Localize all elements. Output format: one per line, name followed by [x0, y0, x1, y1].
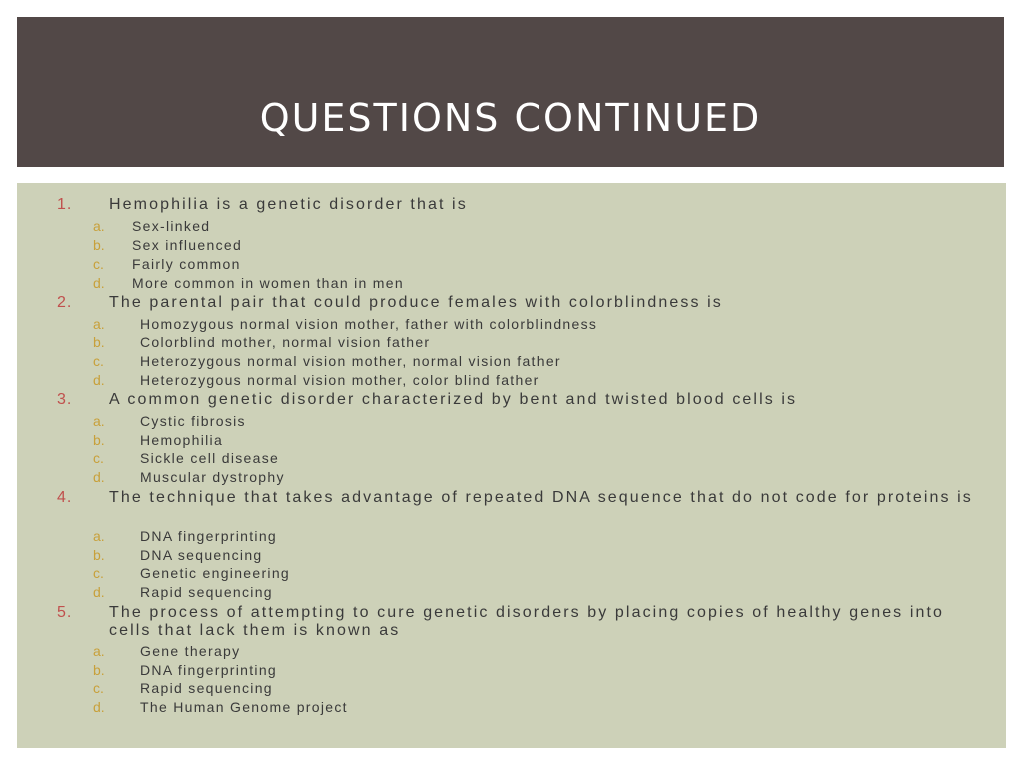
question-number: 3. [57, 391, 73, 408]
option-letter: d. [93, 372, 105, 388]
option-letter: a. [93, 643, 105, 659]
title-bar [17, 17, 1004, 167]
question-text: The technique that takes advantage of repeated DNA sequence that do not code for proteins is [109, 489, 973, 506]
question-number: 5. [57, 604, 73, 621]
option-letter: b. [93, 662, 105, 678]
question-text: Hemophilia is a genetic disorder that is [109, 196, 468, 213]
option-letter: b. [93, 547, 105, 563]
option-letter: a. [93, 528, 105, 544]
option-text: Sickle cell disease [140, 450, 280, 466]
option-text: DNA fingerprinting [140, 662, 278, 678]
option-text: Sex-linked [132, 218, 211, 234]
question-text: A common genetic disorder characterized by bent and twisted blood cells is [109, 391, 798, 408]
question-text: The process of attempting to cure genetic disorders by placing copies of healthy genes into cells that lack them is known as [109, 604, 945, 639]
option-letter: a. [93, 316, 105, 332]
option-text: More common in women than in men [132, 275, 404, 291]
option-text: Heterozygous normal vision mother, normal vision father [140, 353, 561, 369]
option-text: Heterozygous normal vision mother, color blind father [140, 372, 540, 388]
slide-title: QUESTIONS CONTINUED [259, 96, 762, 140]
option-text: Sex influenced [132, 237, 243, 253]
option-text: Fairly common [132, 256, 241, 272]
option-letter: d. [93, 275, 105, 291]
option-letter: c. [93, 353, 104, 369]
option-text: Rapid sequencing [140, 680, 273, 696]
option-text: Colorblind mother, normal vision father [140, 334, 431, 350]
option-text: Rapid sequencing [140, 584, 273, 600]
option-text: DNA sequencing [140, 547, 263, 563]
option-letter: a. [93, 413, 105, 429]
option-letter: b. [93, 432, 105, 448]
option-letter: b. [93, 334, 105, 350]
content-panel [17, 183, 1006, 748]
question-number: 1. [57, 196, 73, 213]
option-text: Hemophilia [140, 432, 224, 448]
option-text: Genetic engineering [140, 565, 291, 581]
option-letter: c. [93, 256, 104, 272]
option-text: Homozygous normal vision mother, father with colorblindness [140, 316, 598, 332]
option-letter: c. [93, 680, 104, 696]
question-number: 4. [57, 489, 73, 506]
option-text: Cystic fibrosis [140, 413, 246, 429]
option-text: DNA fingerprinting [140, 528, 278, 544]
option-letter: d. [93, 584, 105, 600]
option-text: The Human Genome project [140, 699, 348, 715]
option-letter: a. [93, 218, 105, 234]
option-letter: d. [93, 699, 105, 715]
question-text: The parental pair that could produce females with colorblindness is [109, 294, 723, 311]
option-letter: c. [93, 565, 104, 581]
option-text: Muscular dystrophy [140, 469, 285, 485]
option-text: Gene therapy [140, 643, 241, 659]
option-letter: d. [93, 469, 105, 485]
question-number: 2. [57, 294, 73, 311]
option-letter: c. [93, 450, 104, 466]
option-letter: b. [93, 237, 105, 253]
